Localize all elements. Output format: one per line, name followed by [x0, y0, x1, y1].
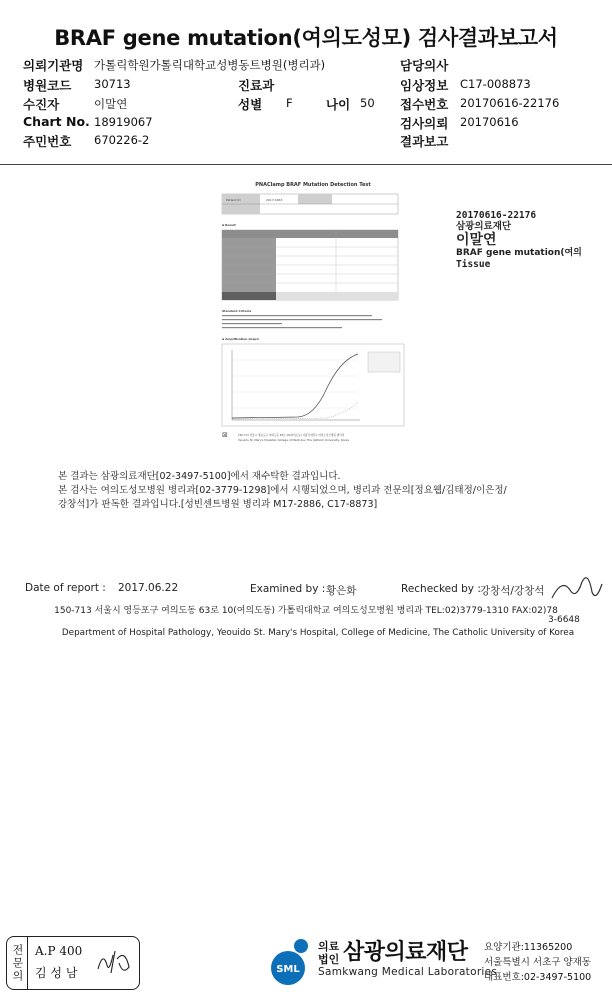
lab-name-en: Samkwang Medical Laboratories [318, 966, 498, 978]
chart-no-value: 18919067 [94, 115, 153, 129]
examined-by-value: 황은화 [326, 585, 357, 597]
chart-no-label: Chart No. [23, 114, 90, 129]
pathologist-signature [95, 945, 133, 977]
department-label: 진료과 [238, 78, 275, 93]
stamp-name: 김 성 남 [35, 966, 78, 980]
hospital-code-label: 병원코드 [23, 78, 72, 93]
result-report-label: 결과보고 [400, 134, 449, 149]
address-line-2: 3-6648 [548, 615, 580, 625]
pathologist-stamp [6, 936, 140, 990]
resident-no-value: 670226-2 [94, 133, 150, 147]
receipt-no-value: 20170616-22176 [460, 96, 560, 110]
age-value: 50 [360, 96, 375, 110]
page-title: BRAF gene mutation(여의도성모) 검사결과보고서 [54, 26, 558, 50]
scan-patient-id-label: Patient ID [226, 198, 241, 202]
lab-phone: 대표번호:02-3497-5100 [484, 972, 592, 983]
age-label: 나이 [326, 97, 351, 112]
specimen-label-lab: 삼광의료재단 [456, 221, 512, 232]
rechecked-by-label: Rechecked by : [401, 583, 481, 595]
lab-facility-code: 요양기관:11365200 [484, 942, 573, 953]
specimen-label-specimen: Tissue [456, 259, 491, 270]
stamp-code: A.P 400 [35, 944, 83, 958]
requesting-institution-value: 가톨릭학원가톨릭대학교성병동트병원(병리과) [94, 58, 326, 72]
note-line-2: 본 검사는 여의도성모병원 병리과[02-3779-1298]에서 시행되었으며, 병리과 전문의[정요웹/김태정/이은정/ [58, 485, 507, 496]
specimen-label-patient: 이말연 [456, 232, 497, 248]
scanned-test-report [218, 180, 408, 448]
requesting-institution-label: 의뢰기관명 [23, 58, 84, 73]
sex-value: F [286, 96, 293, 110]
address-line-1: 150-713 서울시 영등포구 여의도동 63로 10(여의도동) 가톨릭대학교 여의도성모병원 병리과 TEL:02)3779-1310 FAX:02)78 [54, 606, 558, 616]
clinical-info-value: C17-008873 [460, 77, 531, 91]
specimen-label [456, 210, 582, 270]
examined-by-label: Examined by : [250, 583, 326, 595]
clinical-info-label: 임상정보 [400, 78, 449, 93]
org-type [318, 940, 339, 966]
org-type-line2: 법인 [318, 953, 340, 966]
note-line-1: 본 결과는 삼광의료재단[02-3497-5100]에서 재수탁한 결과입니다. [58, 471, 341, 482]
test-request-value: 20170616 [460, 115, 519, 129]
resident-no-label: 주민번호 [23, 134, 72, 149]
org-type-line1: 의료 [318, 940, 340, 953]
stamp-vertical-label: 전문의 [7, 937, 28, 989]
patient-label: 수진자 [23, 97, 60, 112]
lab-name-ko: 삼광의료재단 [343, 940, 468, 965]
patient-value: 이말연 [94, 97, 128, 111]
physician-label: 담당의사 [400, 58, 449, 73]
specimen-label-test: BRAF gene mutation(여의 [456, 248, 582, 258]
result-notes [58, 470, 507, 512]
scan-graph-heading: ▪ Amplification Graph [222, 337, 259, 341]
scan-footer-line1: 150-713 서울시 영등포구 여의도동 63로 10(여의도동) 가톨릭대학교 여의도성모병원 병리과 [238, 434, 345, 437]
date-of-report-label: Date of report : [25, 582, 106, 594]
sml-logo [270, 936, 316, 988]
receipt-no-label: 접수번호 [400, 97, 449, 112]
logo-text: SML [276, 964, 300, 975]
scan-footer-line2: Yeouido St. Mary's Hospital, College of Medicine, The Catholic University, Korea [238, 438, 349, 442]
note-line-3: 강창석]가 판독한 결과입니다.[성빈센트병원 병리과 M17-2886, C17-8873] [58, 499, 378, 510]
date-of-report-value: 2017.06.22 [118, 582, 179, 594]
hospital-code-value: 30713 [94, 77, 131, 91]
department-english: Department of Hospital Pathology, Yeouido St. Mary's Hospital, College of Medicine, The Catholic University of Korea [61, 628, 575, 638]
header-divider [0, 164, 612, 165]
scan-result-heading: ▪ Result [222, 223, 236, 227]
scan-title: PNAClamp BRAF Mutation Detection Test [255, 182, 371, 188]
lab-contact [484, 940, 591, 985]
sex-label: 성별 [238, 97, 263, 112]
test-request-label: 검사의뢰 [400, 116, 449, 131]
scan-patient-id-value: 2017-1663 [266, 198, 283, 202]
scan-criteria-heading: Standard Criteria [222, 309, 252, 313]
lab-address: 서울특별시 서초구 양재동 [484, 957, 591, 968]
rechecked-by-value: 강창석/강창석 [480, 585, 545, 597]
svg-text:⊠: ⊠ [222, 431, 228, 439]
specimen-label-receipt: 20170616-22176 [456, 210, 537, 221]
